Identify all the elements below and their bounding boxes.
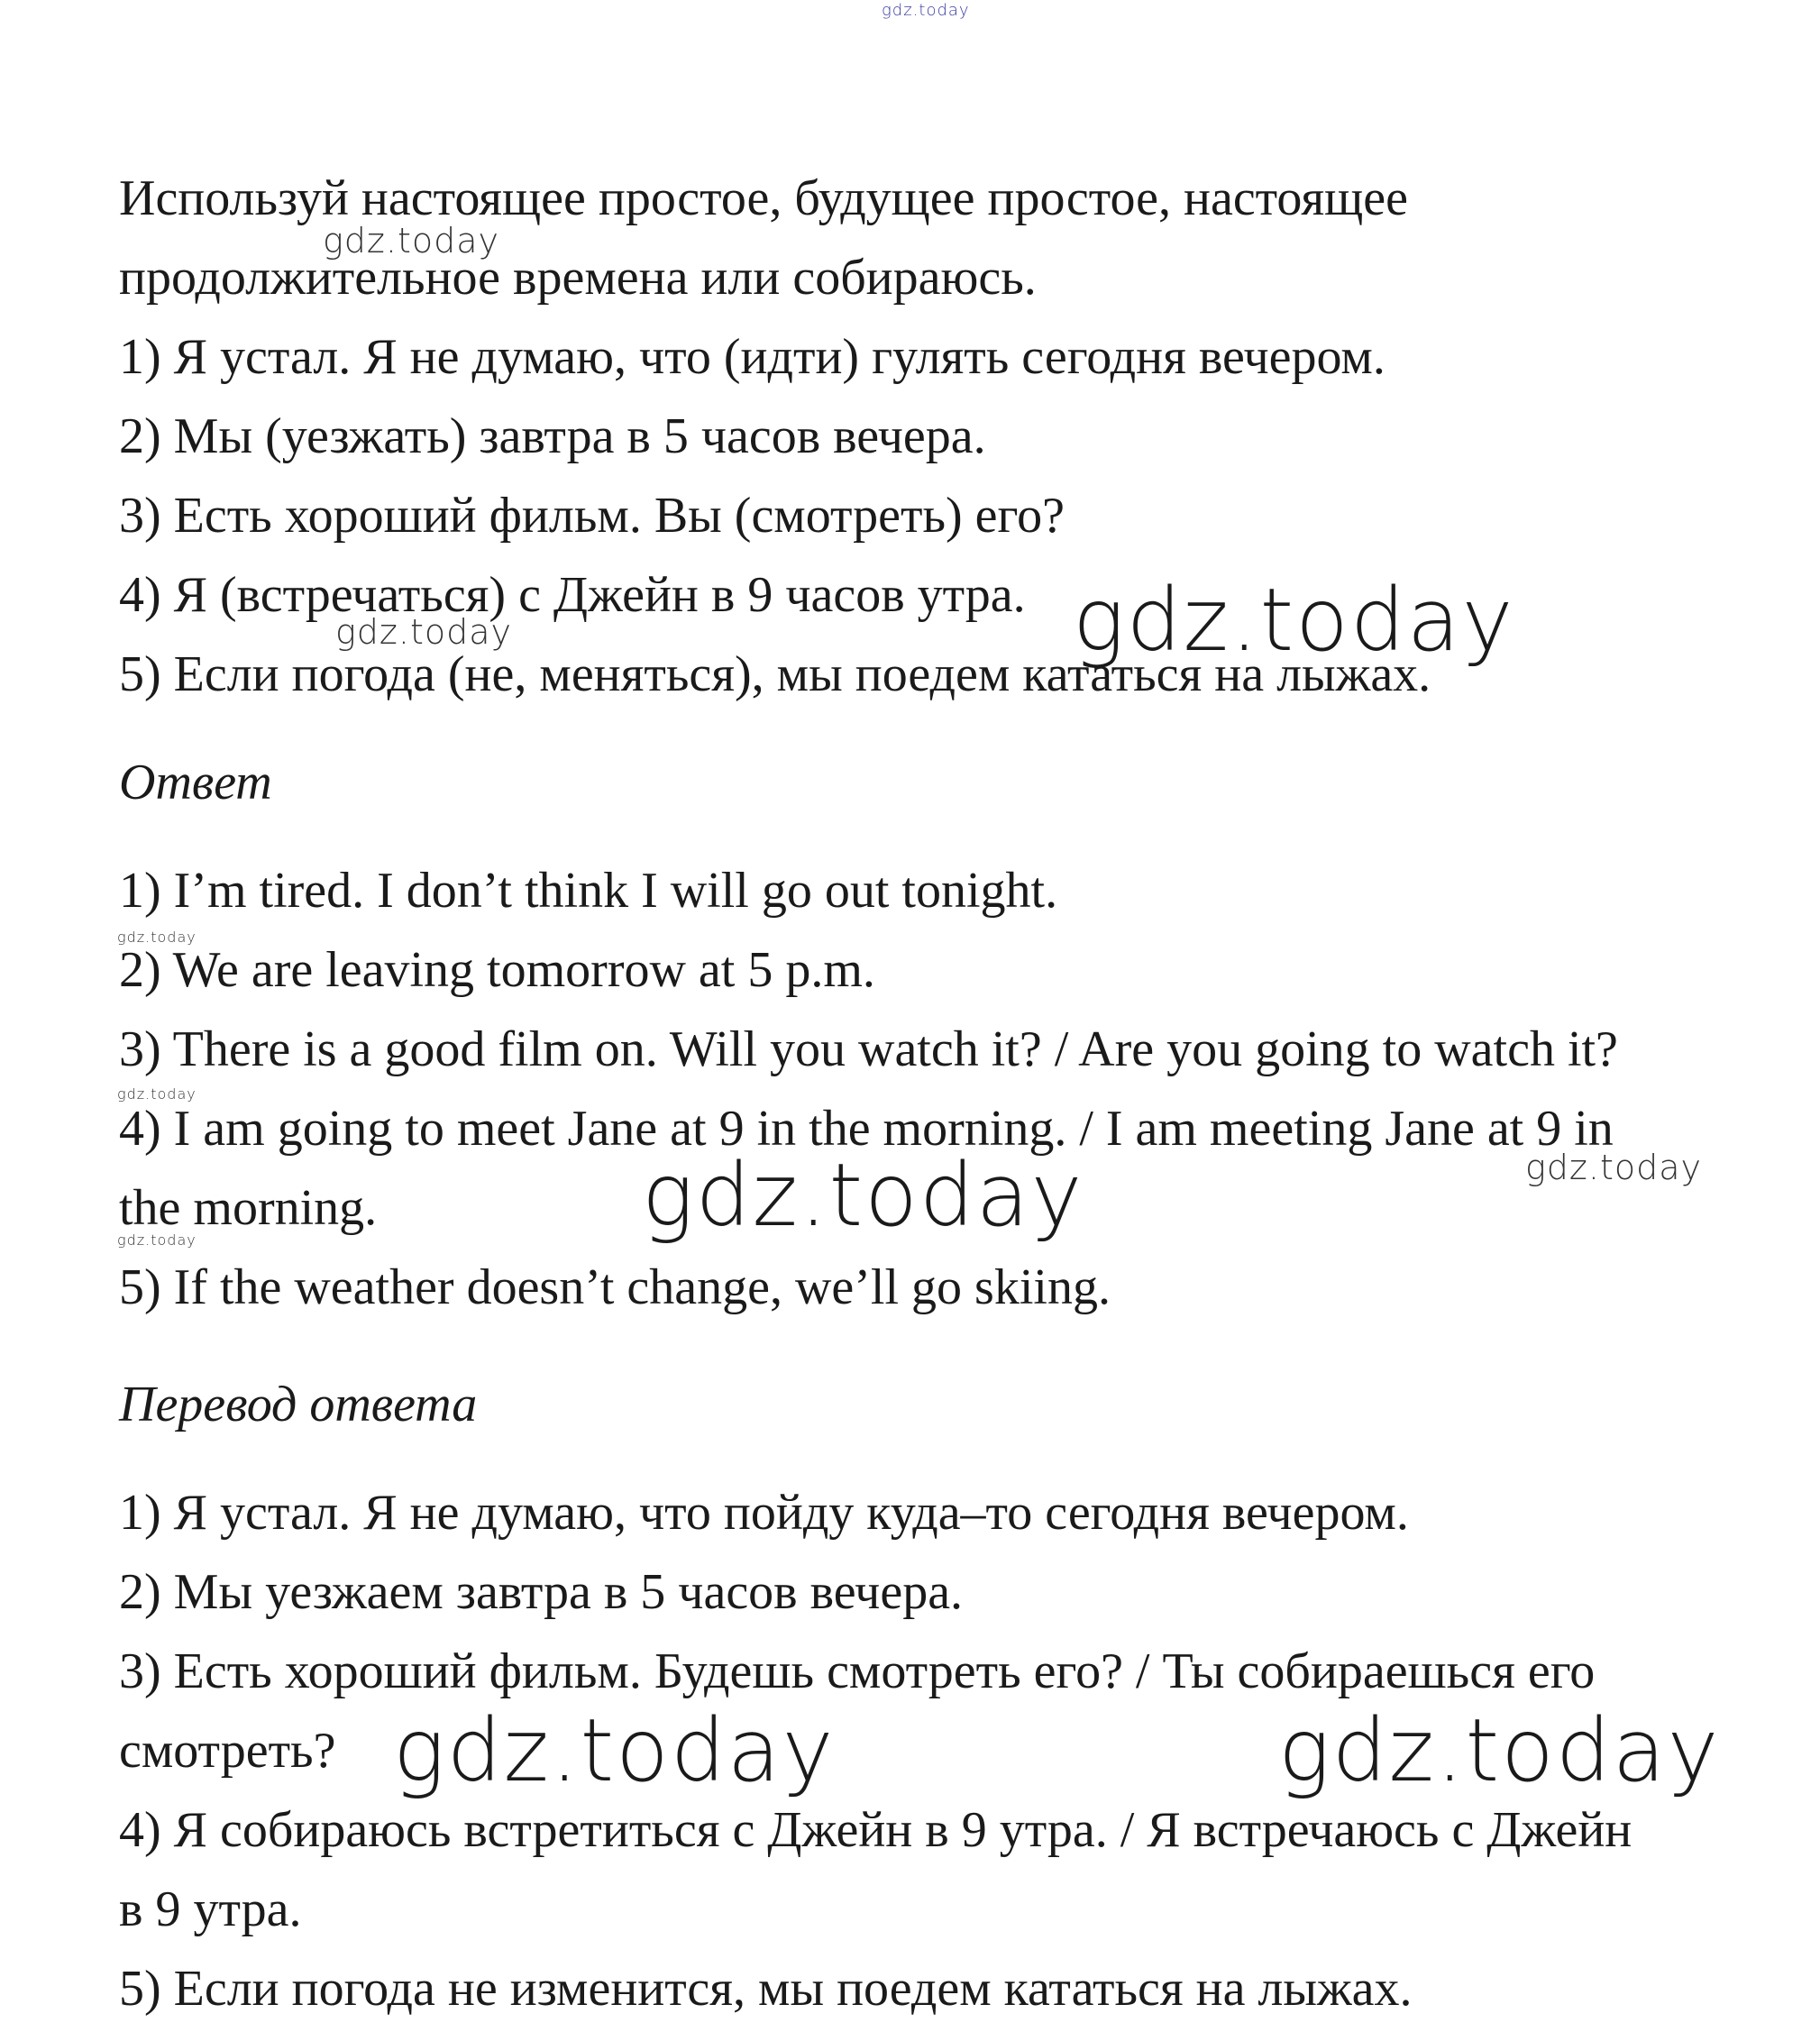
translation-heading: Перевод ответа: [119, 1377, 478, 1432]
answer-item-3: 3) There is a good film on. Will you watch it? / Are you going to watch it?: [119, 1021, 1618, 1077]
watermark: gdz.today: [335, 612, 512, 652]
answer-item-4-line-2: the morning.: [119, 1180, 378, 1236]
watermark: gdz.today: [323, 221, 499, 261]
instruction-line-2: продолжительное времена или собираюсь.: [119, 250, 1037, 306]
watermark-top: gdz.today: [882, 1, 970, 20]
translation-item-5: 5) Если погода не изменится, мы поедем кататься на лыжах.: [119, 1961, 1413, 2017]
watermark-large: gdz.today: [1278, 1700, 1721, 1801]
watermark: gdz.today: [1525, 1148, 1702, 1187]
task-item-5: 5) Если погода (не, меняться), мы поедем кататься на лыжах.: [119, 646, 1431, 702]
answer-item-4-line-1: 4) I am going to meet Jane at 9 in the morning. / I am meeting Jane at 9 in: [119, 1101, 1614, 1157]
watermark: gdz.today: [117, 929, 197, 946]
task-item-3: 3) Есть хороший фильм. Вы (смотреть) его?: [119, 488, 1065, 544]
translation-item-3-line-2: смотреть?: [119, 1723, 336, 1779]
instruction-line-1: Используй настоящее простое, будущее простое, настоящее: [119, 170, 1408, 226]
watermark: gdz.today: [117, 1085, 197, 1103]
translation-item-2: 2) Мы уезжаем завтра в 5 часов вечера.: [119, 1564, 964, 1620]
answer-item-2: 2) We are leaving tomorrow at 5 p.m.: [119, 942, 875, 998]
watermark: gdz.today: [117, 1231, 197, 1249]
task-item-4: 4) Я (встречаться) с Джейн в 9 часов утра.: [119, 567, 1026, 623]
answer-heading: Ответ: [119, 755, 272, 810]
task-item-2: 2) Мы (уезжать) завтра в 5 часов вечера.: [119, 408, 986, 464]
answer-item-5: 5) If the weather doesn’t change, we’ll go skiing.: [119, 1259, 1111, 1315]
task-item-1: 1) Я устал. Я не думаю, что (идти) гулять сегодня вечером.: [119, 329, 1386, 385]
watermark-large: gdz.today: [1073, 570, 1515, 671]
watermark-large: gdz.today: [642, 1145, 1084, 1246]
answer-item-1: 1) I’m tired. I don’t think I will go out tonight.: [119, 863, 1058, 919]
watermark-large: gdz.today: [393, 1700, 836, 1801]
translation-item-3-line-1: 3) Есть хороший фильм. Будешь смотреть его? / Ты собираешься его: [119, 1643, 1596, 1699]
translation-item-4-line-2: в 9 утра.: [119, 1881, 302, 1937]
translation-item-1: 1) Я устал. Я не думаю, что пойду куда–то сегодня вечером.: [119, 1485, 1409, 1541]
translation-item-4-line-1: 4) Я собираюсь встретиться с Джейн в 9 утра. / Я встречаюсь с Джейн: [119, 1802, 1633, 1858]
